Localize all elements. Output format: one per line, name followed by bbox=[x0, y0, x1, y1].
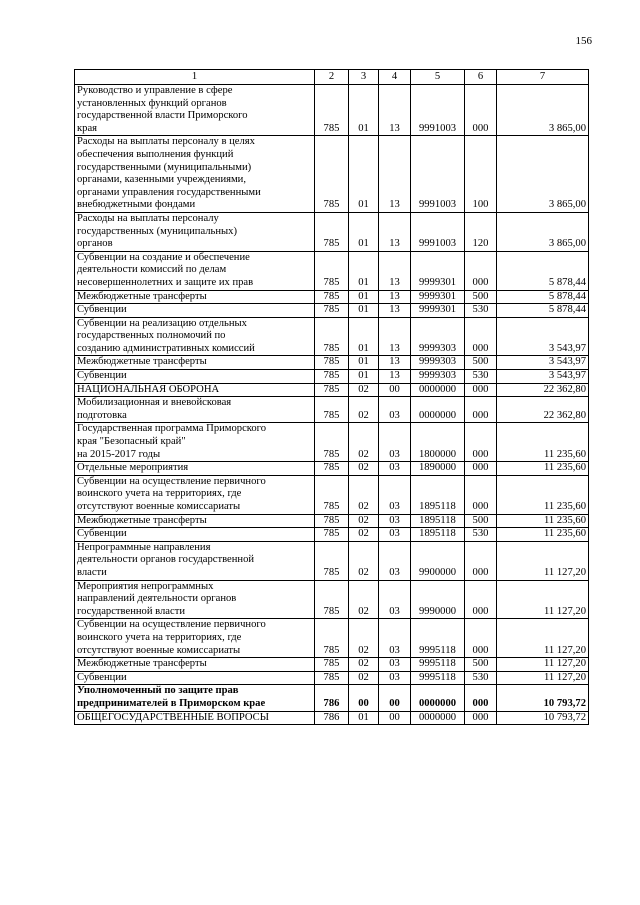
row-name-cell: ОБЩЕГОСУДАРСТВЕННЫЕ ВОПРОСЫ bbox=[75, 711, 315, 725]
row-code-5-cell: 9999303 bbox=[411, 317, 465, 356]
row-code-6-cell: 530 bbox=[465, 671, 497, 685]
row-amount-cell: 11 235,60 bbox=[497, 462, 589, 476]
row-code-5-cell: 0000000 bbox=[411, 383, 465, 397]
row-name-cell: Расходы на выплаты персоналу государственных (муниципальных) органов bbox=[75, 212, 315, 251]
row-code-2-cell: 785 bbox=[315, 212, 349, 251]
row-amount-cell: 11 235,60 bbox=[497, 528, 589, 542]
row-code-6-cell: 000 bbox=[465, 397, 497, 423]
row-code-4-cell: 03 bbox=[379, 671, 411, 685]
row-code-5-cell: 9995118 bbox=[411, 619, 465, 658]
row-code-4-cell: 13 bbox=[379, 85, 411, 136]
row-code-4-cell: 13 bbox=[379, 212, 411, 251]
row-code-6-cell: 500 bbox=[465, 290, 497, 304]
row-code-4-cell: 03 bbox=[379, 462, 411, 476]
row-code-3-cell: 01 bbox=[349, 711, 379, 725]
row-name-cell: Межбюджетные трансферты bbox=[75, 290, 315, 304]
row-code-6-cell: 000 bbox=[465, 423, 497, 462]
row-code-4-cell: 00 bbox=[379, 383, 411, 397]
row-code-2-cell: 785 bbox=[315, 304, 349, 318]
row-code-5-cell: 0000000 bbox=[411, 711, 465, 725]
table-row bbox=[75, 580, 589, 619]
table-row bbox=[75, 658, 589, 672]
row-code-3-cell: 02 bbox=[349, 383, 379, 397]
row-name-cell: Субвенции на осуществление первичного воинского учета на территориях, где отсутствуют военные комиссариаты bbox=[75, 475, 315, 514]
row-code-5-cell: 9999303 bbox=[411, 356, 465, 370]
row-code-5-cell: 9990000 bbox=[411, 580, 465, 619]
row-code-5-cell: 0000000 bbox=[411, 685, 465, 711]
row-code-3-cell: 01 bbox=[349, 317, 379, 356]
row-code-2-cell: 785 bbox=[315, 397, 349, 423]
table-row bbox=[75, 212, 589, 251]
row-code-6-cell: 500 bbox=[465, 356, 497, 370]
row-code-6-cell: 000 bbox=[465, 619, 497, 658]
row-code-4-cell: 13 bbox=[379, 290, 411, 304]
page-number: 156 bbox=[575, 35, 592, 47]
row-code-4-cell: 03 bbox=[379, 475, 411, 514]
row-name-cell: Непрограммные направления деятельности органов государственной власти bbox=[75, 541, 315, 580]
row-code-3-cell: 02 bbox=[349, 423, 379, 462]
row-name-cell: Мобилизационная и вневойсковая подготовка bbox=[75, 397, 315, 423]
row-amount-cell: 3 865,00 bbox=[497, 85, 589, 136]
row-name-cell: Мероприятия непрограммных направлений деятельности органов государственной власти bbox=[75, 580, 315, 619]
table-row bbox=[75, 711, 589, 725]
table-row bbox=[75, 397, 589, 423]
row-code-3-cell: 01 bbox=[349, 85, 379, 136]
row-code-4-cell: 00 bbox=[379, 685, 411, 711]
row-code-4-cell: 13 bbox=[379, 370, 411, 384]
row-code-3-cell: 02 bbox=[349, 658, 379, 672]
row-amount-cell: 11 235,60 bbox=[497, 475, 589, 514]
header-col-1: 1 bbox=[75, 70, 315, 85]
row-code-5-cell: 9995118 bbox=[411, 671, 465, 685]
row-code-4-cell: 13 bbox=[379, 304, 411, 318]
table-row bbox=[75, 475, 589, 514]
row-code-2-cell: 785 bbox=[315, 423, 349, 462]
row-amount-cell: 11 235,60 bbox=[497, 514, 589, 528]
row-code-4-cell: 13 bbox=[379, 251, 411, 290]
row-code-2-cell: 785 bbox=[315, 462, 349, 476]
row-amount-cell: 3 543,97 bbox=[497, 317, 589, 356]
table-row bbox=[75, 541, 589, 580]
row-amount-cell: 3 543,97 bbox=[497, 356, 589, 370]
table-row bbox=[75, 251, 589, 290]
table-row bbox=[75, 317, 589, 356]
row-code-5-cell: 9991003 bbox=[411, 136, 465, 213]
row-code-5-cell: 1890000 bbox=[411, 462, 465, 476]
table-header-row bbox=[75, 70, 589, 85]
row-code-2-cell: 785 bbox=[315, 671, 349, 685]
row-code-2-cell: 785 bbox=[315, 475, 349, 514]
row-amount-cell: 11 127,20 bbox=[497, 671, 589, 685]
table-row bbox=[75, 528, 589, 542]
row-code-3-cell: 02 bbox=[349, 397, 379, 423]
row-code-6-cell: 500 bbox=[465, 514, 497, 528]
row-code-4-cell: 13 bbox=[379, 317, 411, 356]
row-code-6-cell: 000 bbox=[465, 580, 497, 619]
row-code-4-cell: 03 bbox=[379, 528, 411, 542]
header-col-4: 4 bbox=[379, 70, 411, 85]
row-code-6-cell: 000 bbox=[465, 317, 497, 356]
header-col-7: 7 bbox=[497, 70, 589, 85]
row-amount-cell: 10 793,72 bbox=[497, 711, 589, 725]
row-amount-cell: 11 127,20 bbox=[497, 541, 589, 580]
row-code-6-cell: 000 bbox=[465, 85, 497, 136]
row-code-6-cell: 000 bbox=[465, 541, 497, 580]
row-code-2-cell: 785 bbox=[315, 136, 349, 213]
row-code-4-cell: 03 bbox=[379, 619, 411, 658]
row-code-5-cell: 1895118 bbox=[411, 475, 465, 514]
row-code-2-cell: 785 bbox=[315, 619, 349, 658]
table-row bbox=[75, 685, 589, 711]
row-code-4-cell: 13 bbox=[379, 136, 411, 213]
row-code-3-cell: 02 bbox=[349, 528, 379, 542]
row-code-3-cell: 01 bbox=[349, 251, 379, 290]
header-col-6: 6 bbox=[465, 70, 497, 85]
row-name-cell: Уполномоченный по защите прав предпринимателей в Приморском крае bbox=[75, 685, 315, 711]
row-code-3-cell: 01 bbox=[349, 290, 379, 304]
row-code-2-cell: 785 bbox=[315, 580, 349, 619]
row-code-4-cell: 03 bbox=[379, 541, 411, 580]
row-name-cell: Государственная программа Приморского края "Безопасный край" на 2015-2017 годы bbox=[75, 423, 315, 462]
row-amount-cell: 22 362,80 bbox=[497, 383, 589, 397]
row-code-5-cell: 9999301 bbox=[411, 251, 465, 290]
row-code-2-cell: 785 bbox=[315, 370, 349, 384]
row-name-cell: Субвенции bbox=[75, 370, 315, 384]
row-name-cell: Руководство и управление в сфере установленных функций органов государственной власти Приморского края bbox=[75, 85, 315, 136]
row-code-6-cell: 120 bbox=[465, 212, 497, 251]
row-code-5-cell: 1895118 bbox=[411, 528, 465, 542]
row-name-cell: Отдельные мероприятия bbox=[75, 462, 315, 476]
budget-table bbox=[74, 69, 589, 725]
row-code-6-cell: 100 bbox=[465, 136, 497, 213]
row-amount-cell: 11 127,20 bbox=[497, 580, 589, 619]
row-code-2-cell: 785 bbox=[315, 317, 349, 356]
row-name-cell: Расходы на выплаты персоналу в целях обеспечения выполнения функций государственными (муниципальными) органами, казенными учреждениями, органами управления государственными внебюджетными фондами bbox=[75, 136, 315, 213]
row-name-cell: Межбюджетные трансферты bbox=[75, 658, 315, 672]
table-row bbox=[75, 671, 589, 685]
row-code-3-cell: 02 bbox=[349, 475, 379, 514]
table-row bbox=[75, 383, 589, 397]
row-code-2-cell: 785 bbox=[315, 356, 349, 370]
row-code-2-cell: 786 bbox=[315, 685, 349, 711]
table-row bbox=[75, 514, 589, 528]
table-row bbox=[75, 370, 589, 384]
row-name-cell: Субвенции bbox=[75, 528, 315, 542]
row-code-3-cell: 01 bbox=[349, 212, 379, 251]
row-amount-cell: 11 235,60 bbox=[497, 423, 589, 462]
row-code-3-cell: 02 bbox=[349, 580, 379, 619]
row-name-cell: Субвенции на создание и обеспечение деятельности комиссий по делам несовершеннолетних и защите их прав bbox=[75, 251, 315, 290]
row-amount-cell: 3 865,00 bbox=[497, 136, 589, 213]
row-amount-cell: 10 793,72 bbox=[497, 685, 589, 711]
row-code-4-cell: 03 bbox=[379, 397, 411, 423]
row-code-2-cell: 785 bbox=[315, 85, 349, 136]
row-amount-cell: 3 543,97 bbox=[497, 370, 589, 384]
row-code-2-cell: 785 bbox=[315, 251, 349, 290]
row-code-5-cell: 9991003 bbox=[411, 212, 465, 251]
row-amount-cell: 11 127,20 bbox=[497, 658, 589, 672]
row-code-4-cell: 03 bbox=[379, 423, 411, 462]
header-col-2: 2 bbox=[315, 70, 349, 85]
row-amount-cell: 11 127,20 bbox=[497, 619, 589, 658]
table-row bbox=[75, 304, 589, 318]
row-code-5-cell: 9999303 bbox=[411, 370, 465, 384]
row-code-5-cell: 9900000 bbox=[411, 541, 465, 580]
row-code-6-cell: 530 bbox=[465, 370, 497, 384]
row-code-6-cell: 000 bbox=[465, 251, 497, 290]
row-code-3-cell: 02 bbox=[349, 671, 379, 685]
row-code-4-cell: 13 bbox=[379, 356, 411, 370]
row-amount-cell: 5 878,44 bbox=[497, 304, 589, 318]
row-code-3-cell: 02 bbox=[349, 462, 379, 476]
row-code-5-cell: 9995118 bbox=[411, 658, 465, 672]
table-body bbox=[75, 85, 589, 725]
row-name-cell: Межбюджетные трансферты bbox=[75, 514, 315, 528]
row-code-2-cell: 785 bbox=[315, 541, 349, 580]
row-code-2-cell: 785 bbox=[315, 290, 349, 304]
row-code-2-cell: 785 bbox=[315, 383, 349, 397]
row-code-6-cell: 500 bbox=[465, 658, 497, 672]
row-code-4-cell: 00 bbox=[379, 711, 411, 725]
table-row bbox=[75, 356, 589, 370]
row-code-2-cell: 785 bbox=[315, 658, 349, 672]
row-code-3-cell: 02 bbox=[349, 541, 379, 580]
row-code-3-cell: 02 bbox=[349, 619, 379, 658]
header-col-5: 5 bbox=[411, 70, 465, 85]
table-row bbox=[75, 136, 589, 213]
row-code-4-cell: 03 bbox=[379, 658, 411, 672]
header-col-3: 3 bbox=[349, 70, 379, 85]
row-code-5-cell: 9999301 bbox=[411, 304, 465, 318]
row-code-6-cell: 530 bbox=[465, 304, 497, 318]
row-code-2-cell: 785 bbox=[315, 514, 349, 528]
row-code-6-cell: 000 bbox=[465, 383, 497, 397]
row-name-cell: Субвенции на реализацию отдельных государственных полномочий по созданию административных комиссий bbox=[75, 317, 315, 356]
table-row bbox=[75, 290, 589, 304]
row-amount-cell: 22 362,80 bbox=[497, 397, 589, 423]
row-code-3-cell: 01 bbox=[349, 136, 379, 213]
table-row bbox=[75, 85, 589, 136]
row-name-cell: Субвенции bbox=[75, 304, 315, 318]
row-code-3-cell: 01 bbox=[349, 356, 379, 370]
row-code-5-cell: 9999301 bbox=[411, 290, 465, 304]
table-row bbox=[75, 462, 589, 476]
row-code-4-cell: 03 bbox=[379, 514, 411, 528]
row-code-2-cell: 785 bbox=[315, 528, 349, 542]
row-name-cell: НАЦИОНАЛЬНАЯ ОБОРОНА bbox=[75, 383, 315, 397]
row-code-6-cell: 000 bbox=[465, 711, 497, 725]
row-code-5-cell: 1895118 bbox=[411, 514, 465, 528]
row-code-3-cell: 01 bbox=[349, 370, 379, 384]
row-code-2-cell: 786 bbox=[315, 711, 349, 725]
table-row bbox=[75, 423, 589, 462]
row-name-cell: Субвенции на осуществление первичного воинского учета на территориях, где отсутствуют военные комиссариаты bbox=[75, 619, 315, 658]
row-code-3-cell: 02 bbox=[349, 514, 379, 528]
row-amount-cell: 3 865,00 bbox=[497, 212, 589, 251]
row-code-3-cell: 01 bbox=[349, 304, 379, 318]
row-code-6-cell: 530 bbox=[465, 528, 497, 542]
row-amount-cell: 5 878,44 bbox=[497, 251, 589, 290]
row-code-4-cell: 03 bbox=[379, 580, 411, 619]
row-code-6-cell: 000 bbox=[465, 475, 497, 514]
row-code-5-cell: 9991003 bbox=[411, 85, 465, 136]
row-amount-cell: 5 878,44 bbox=[497, 290, 589, 304]
row-code-5-cell: 0000000 bbox=[411, 397, 465, 423]
row-code-5-cell: 1800000 bbox=[411, 423, 465, 462]
row-name-cell: Межбюджетные трансферты bbox=[75, 356, 315, 370]
row-code-6-cell: 000 bbox=[465, 685, 497, 711]
row-code-6-cell: 000 bbox=[465, 462, 497, 476]
table-row bbox=[75, 619, 589, 658]
row-name-cell: Субвенции bbox=[75, 671, 315, 685]
row-code-3-cell: 00 bbox=[349, 685, 379, 711]
